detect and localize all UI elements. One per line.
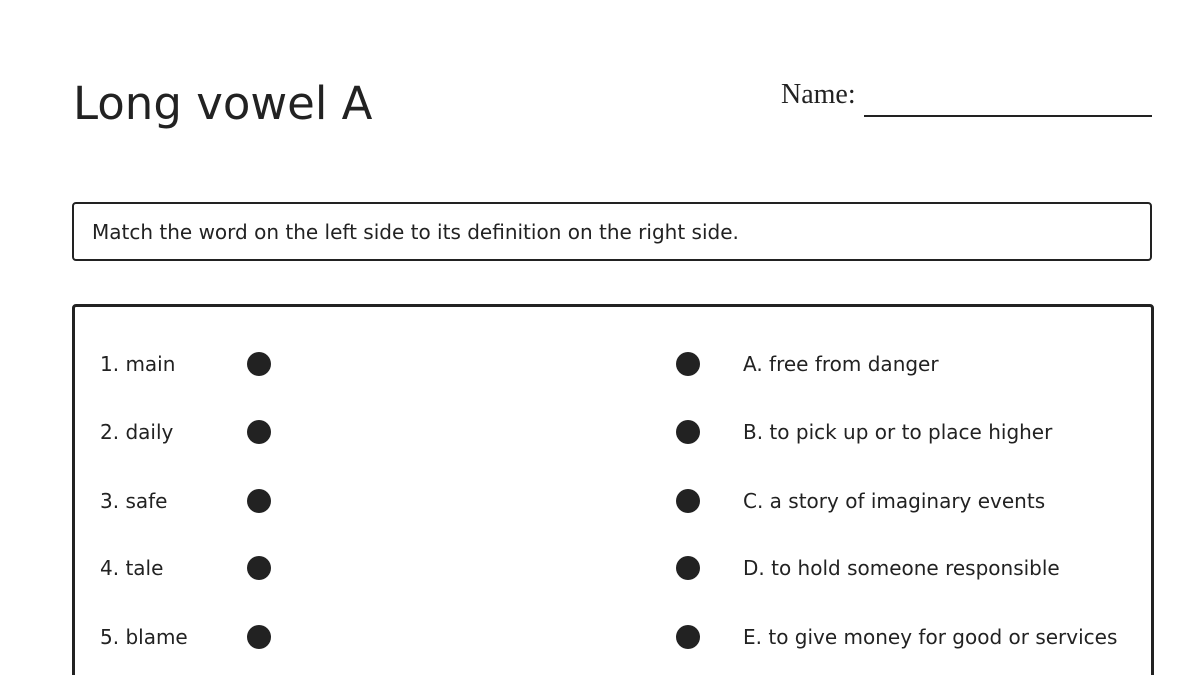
instructions-box [72,202,1152,261]
definition-label: C. a story of imaginary events [743,489,1046,513]
instructions-text: Match the word on the left side to its definition on the right side. [92,220,739,244]
word-connector-dot[interactable] [247,420,271,444]
definition-connector-dot[interactable] [676,556,700,580]
match-row [75,480,1151,520]
definition-connector-dot[interactable] [676,352,700,376]
definition-connector-dot[interactable] [676,625,700,649]
word-label: 2. daily [100,420,174,444]
name-label: Name: [781,79,856,110]
worksheet-title: Long vowel A [73,77,373,130]
word-connector-dot[interactable] [247,556,271,580]
match-row [75,616,1151,656]
match-row [75,411,1151,451]
word-connector-dot[interactable] [247,489,271,513]
word-connector-dot[interactable] [247,625,271,649]
definition-label: B. to pick up or to place higher [743,420,1053,444]
definition-label: A. free from danger [743,352,939,376]
word-label: 1. main [100,352,176,376]
definition-label: E. to give money for good or services [743,625,1118,649]
definition-connector-dot[interactable] [676,420,700,444]
definition-label: D. to hold someone responsible [743,556,1060,580]
word-label: 3. safe [100,489,168,513]
definition-connector-dot[interactable] [676,489,700,513]
match-row [75,343,1151,383]
name-write-line[interactable] [864,115,1152,117]
word-label: 5. blame [100,625,188,649]
word-label: 4. tale [100,556,164,580]
matching-box [72,304,1154,675]
match-row [75,547,1151,587]
word-connector-dot[interactable] [247,352,271,376]
